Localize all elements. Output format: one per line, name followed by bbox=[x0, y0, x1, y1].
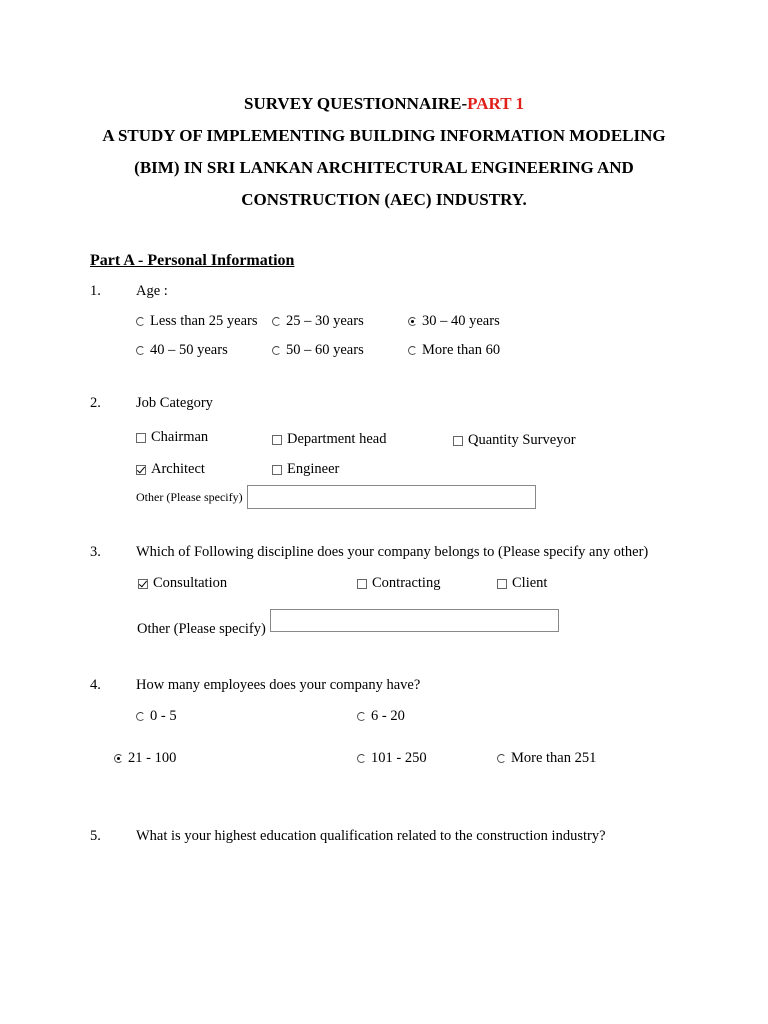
q1-option-label: Less than 25 years bbox=[150, 313, 258, 329]
part-label: PART 1 bbox=[467, 94, 524, 113]
q1-option-30-40[interactable] bbox=[408, 313, 500, 330]
q2-option-label: Architect bbox=[151, 461, 205, 477]
checkbox-icon[interactable] bbox=[357, 579, 367, 589]
q2-option-label: Engineer bbox=[287, 461, 340, 477]
q2-option-label: Department head bbox=[287, 431, 387, 447]
q4-option-label: 0 - 5 bbox=[150, 708, 177, 724]
q3-option-consultation[interactable] bbox=[138, 575, 227, 592]
q3-option-label: Contracting bbox=[372, 575, 441, 591]
q1-label: Age : bbox=[136, 283, 168, 299]
q1-option-more-than-60[interactable] bbox=[408, 342, 500, 359]
study-title-line-1: A STUDY OF IMPLEMENTING BUILDING INFORMATION MODELING bbox=[102, 126, 666, 145]
q3-option-client[interactable] bbox=[497, 575, 547, 592]
q2-option-label: Quantity Surveyor bbox=[468, 432, 576, 448]
q2-option-chairman[interactable] bbox=[136, 429, 208, 446]
q1-option-label: 30 – 40 years bbox=[422, 313, 500, 329]
checkbox-icon[interactable] bbox=[453, 436, 463, 446]
q2-option-quantity-surveyor[interactable] bbox=[453, 432, 576, 449]
q4-option-label: 6 - 20 bbox=[371, 708, 405, 724]
q4-option-101-250[interactable] bbox=[357, 750, 427, 767]
q2-label: Job Category bbox=[136, 395, 213, 411]
q1-option-50-60[interactable] bbox=[272, 342, 364, 359]
survey-title bbox=[0, 94, 768, 114]
q3-option-label: Consultation bbox=[153, 575, 228, 591]
checkbox-icon[interactable] bbox=[272, 435, 282, 445]
q3-label: Which of Following discipline does your company belongs to (Please specify any other) bbox=[136, 544, 649, 560]
q1-option-label: 50 – 60 years bbox=[286, 342, 364, 358]
q1-option-label: 40 – 50 years bbox=[150, 342, 228, 358]
study-title-line-2: (BIM) IN SRI LANKAN ARCHITECTURAL ENGINEERING AND bbox=[134, 158, 634, 177]
q4-option-0-5[interactable] bbox=[136, 708, 177, 725]
checkbox-icon[interactable] bbox=[497, 579, 507, 589]
radio-icon[interactable] bbox=[357, 754, 366, 763]
radio-icon[interactable] bbox=[272, 346, 281, 355]
q3-other-input[interactable] bbox=[270, 609, 559, 632]
q3-option-contracting[interactable] bbox=[357, 575, 440, 592]
q4-option-label: 101 - 250 bbox=[371, 750, 427, 766]
q4-option-21-100[interactable] bbox=[114, 750, 176, 767]
q4-option-6-20[interactable] bbox=[357, 708, 405, 725]
q4-option-label: 21 - 100 bbox=[128, 750, 177, 766]
q3-option-label: Client bbox=[512, 575, 548, 591]
checkbox-icon[interactable] bbox=[136, 433, 146, 443]
radio-icon[interactable] bbox=[408, 346, 417, 355]
q1-option-label: More than 60 bbox=[422, 342, 501, 358]
q1-option-40-50[interactable] bbox=[136, 342, 228, 359]
q3-number: 3. bbox=[90, 544, 101, 560]
q2-other-input[interactable] bbox=[247, 485, 536, 509]
radio-icon[interactable] bbox=[136, 317, 145, 326]
q2-number: 2. bbox=[90, 395, 101, 411]
radio-icon[interactable] bbox=[497, 754, 506, 763]
radio-icon[interactable] bbox=[136, 712, 145, 721]
radio-icon[interactable] bbox=[136, 346, 145, 355]
q2-other-label: Other (Please specify) bbox=[136, 490, 243, 504]
q5-label: What is your highest education qualification related to the construction industry? bbox=[136, 828, 606, 844]
survey-title-prefix: SURVEY QUESTIONNAIRE- bbox=[244, 94, 468, 113]
q1-option-less-than-25[interactable] bbox=[136, 313, 258, 330]
checkbox-checked-icon[interactable] bbox=[136, 465, 146, 475]
checkbox-icon[interactable] bbox=[272, 465, 282, 475]
q4-label: How many employees does your company have? bbox=[136, 677, 421, 693]
checkbox-checked-icon[interactable] bbox=[138, 579, 148, 589]
radio-icon[interactable] bbox=[272, 317, 281, 326]
section-a-heading: Part A - Personal Information bbox=[90, 252, 295, 269]
q4-option-more-than-251[interactable] bbox=[497, 750, 596, 767]
study-title-line-3: CONSTRUCTION (AEC) INDUSTRY. bbox=[241, 190, 527, 209]
q2-option-architect[interactable] bbox=[136, 461, 205, 478]
q4-number: 4. bbox=[90, 677, 101, 693]
q1-number: 1. bbox=[90, 283, 101, 299]
q1-option-label: 25 – 30 years bbox=[286, 313, 364, 329]
q2-option-label: Chairman bbox=[151, 429, 209, 445]
radio-icon[interactable] bbox=[357, 712, 366, 721]
q5-number: 5. bbox=[90, 828, 101, 844]
q2-option-department-head[interactable] bbox=[272, 431, 386, 448]
q1-option-25-30[interactable] bbox=[272, 313, 364, 330]
q2-option-engineer[interactable] bbox=[272, 461, 339, 478]
q3-other-label: Other (Please specify) bbox=[137, 621, 266, 637]
radio-selected-icon[interactable] bbox=[114, 754, 123, 763]
radio-selected-icon[interactable] bbox=[408, 317, 417, 326]
q4-option-label: More than 251 bbox=[511, 750, 597, 766]
